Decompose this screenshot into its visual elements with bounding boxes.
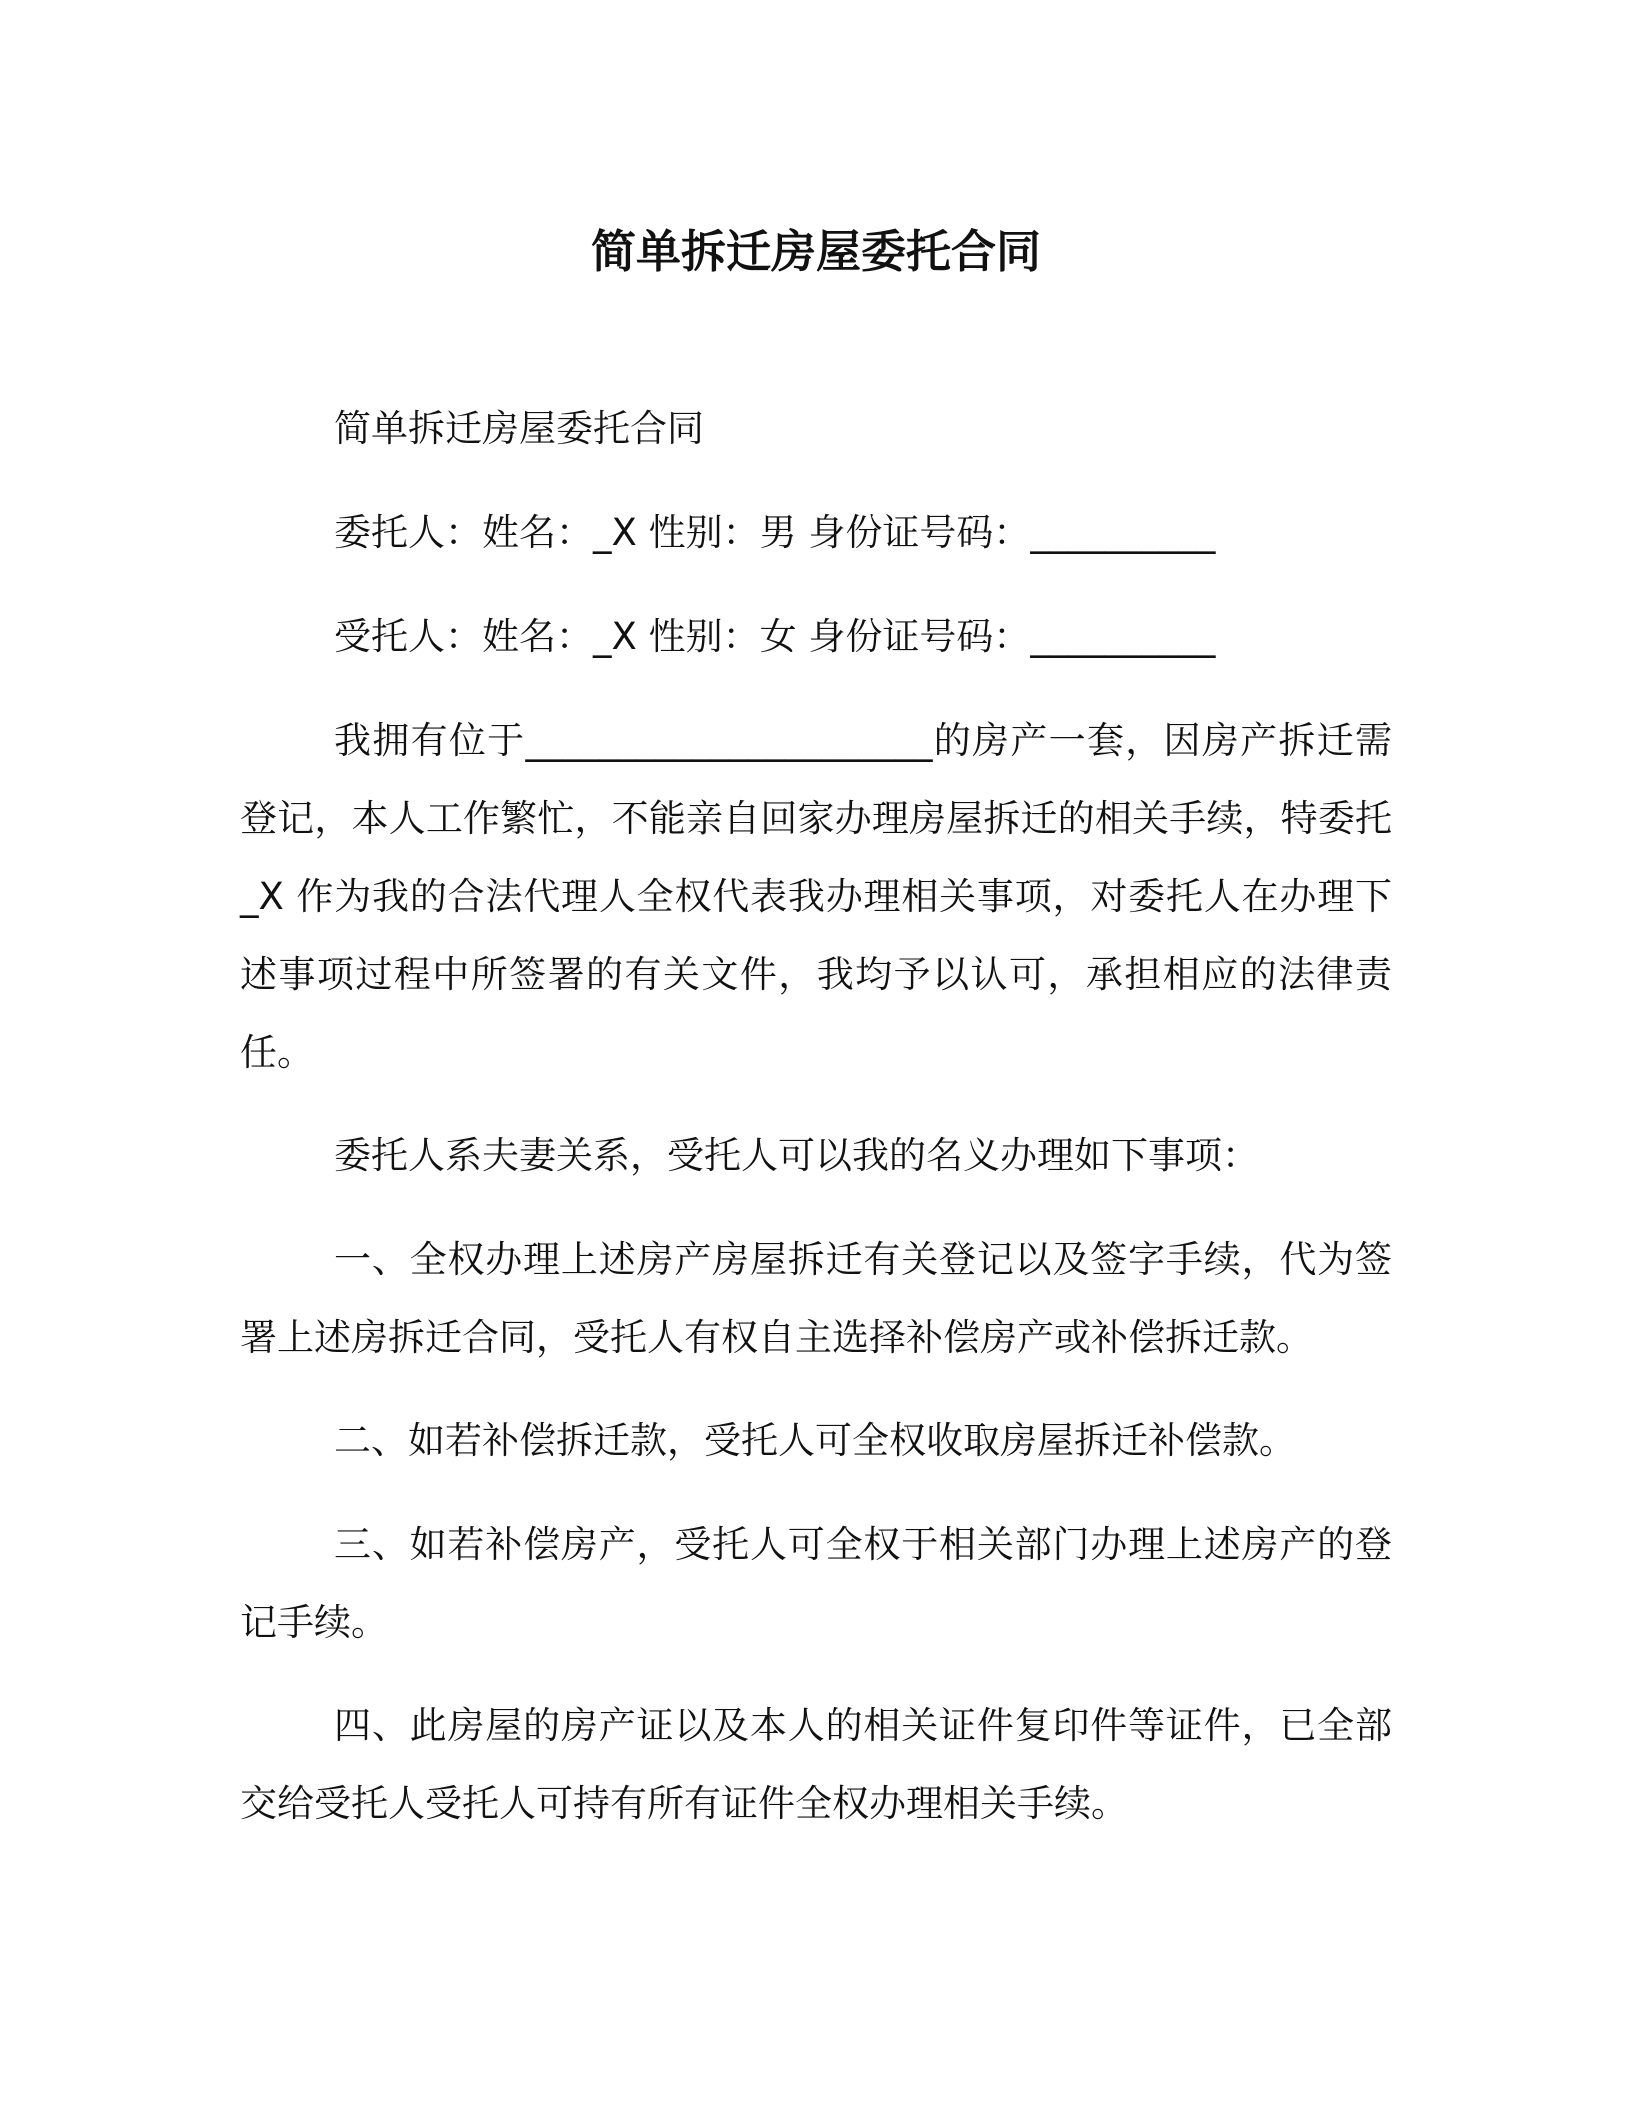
page-title: 简单拆迁房屋委托合同 (590, 225, 1041, 278)
property-statement-paragraph: 我拥有位于______________________的房产一套，因房产拆迁需登记，本人工作繁忙，不能亲自回家办理房屋拆迁的相关手续，特委托_X 作为我的合法代理人全权代表我办理相关事项，对委托人在办理下述事项过程中所签署的有关文件，我均予以认可，承担相应的法律责任。 (240, 719, 1392, 1074)
subtitle-paragraph: 简单拆迁房屋委托合同 (334, 407, 704, 450)
clause-two-paragraph: 二、如若补偿拆迁款，受托人可全权收取房屋拆迁补偿款。 (334, 1419, 1296, 1462)
clause-four-paragraph: 四、此房屋的房产证以及本人的相关证件复印件等证件，已全部交给受托人受托人可持有所有证件全权办理相关手续。 (240, 1704, 1392, 1825)
document-body (240, 390, 1392, 1868)
principal-info-paragraph: 委托人：姓名：_X 性别：男 身份证号码：__________ (334, 511, 1216, 554)
clause-one-paragraph: 一、全权办理上述房产房屋拆迁有关登记以及签字手续，代为签署上述房拆迁合同，受托人有权自主选择补偿房产或补偿拆迁款。 (240, 1238, 1392, 1359)
relationship-paragraph: 委托人系夫妻关系，受托人可以我的名义办理如下事项： (334, 1134, 1259, 1177)
agent-info-paragraph: 受托人：姓名：_X 性别：女 身份证号码：__________ (334, 615, 1216, 658)
clause-three-paragraph: 三、如若补偿房产，受托人可全权于相关部门办理上述房产的登记手续。 (240, 1523, 1392, 1644)
